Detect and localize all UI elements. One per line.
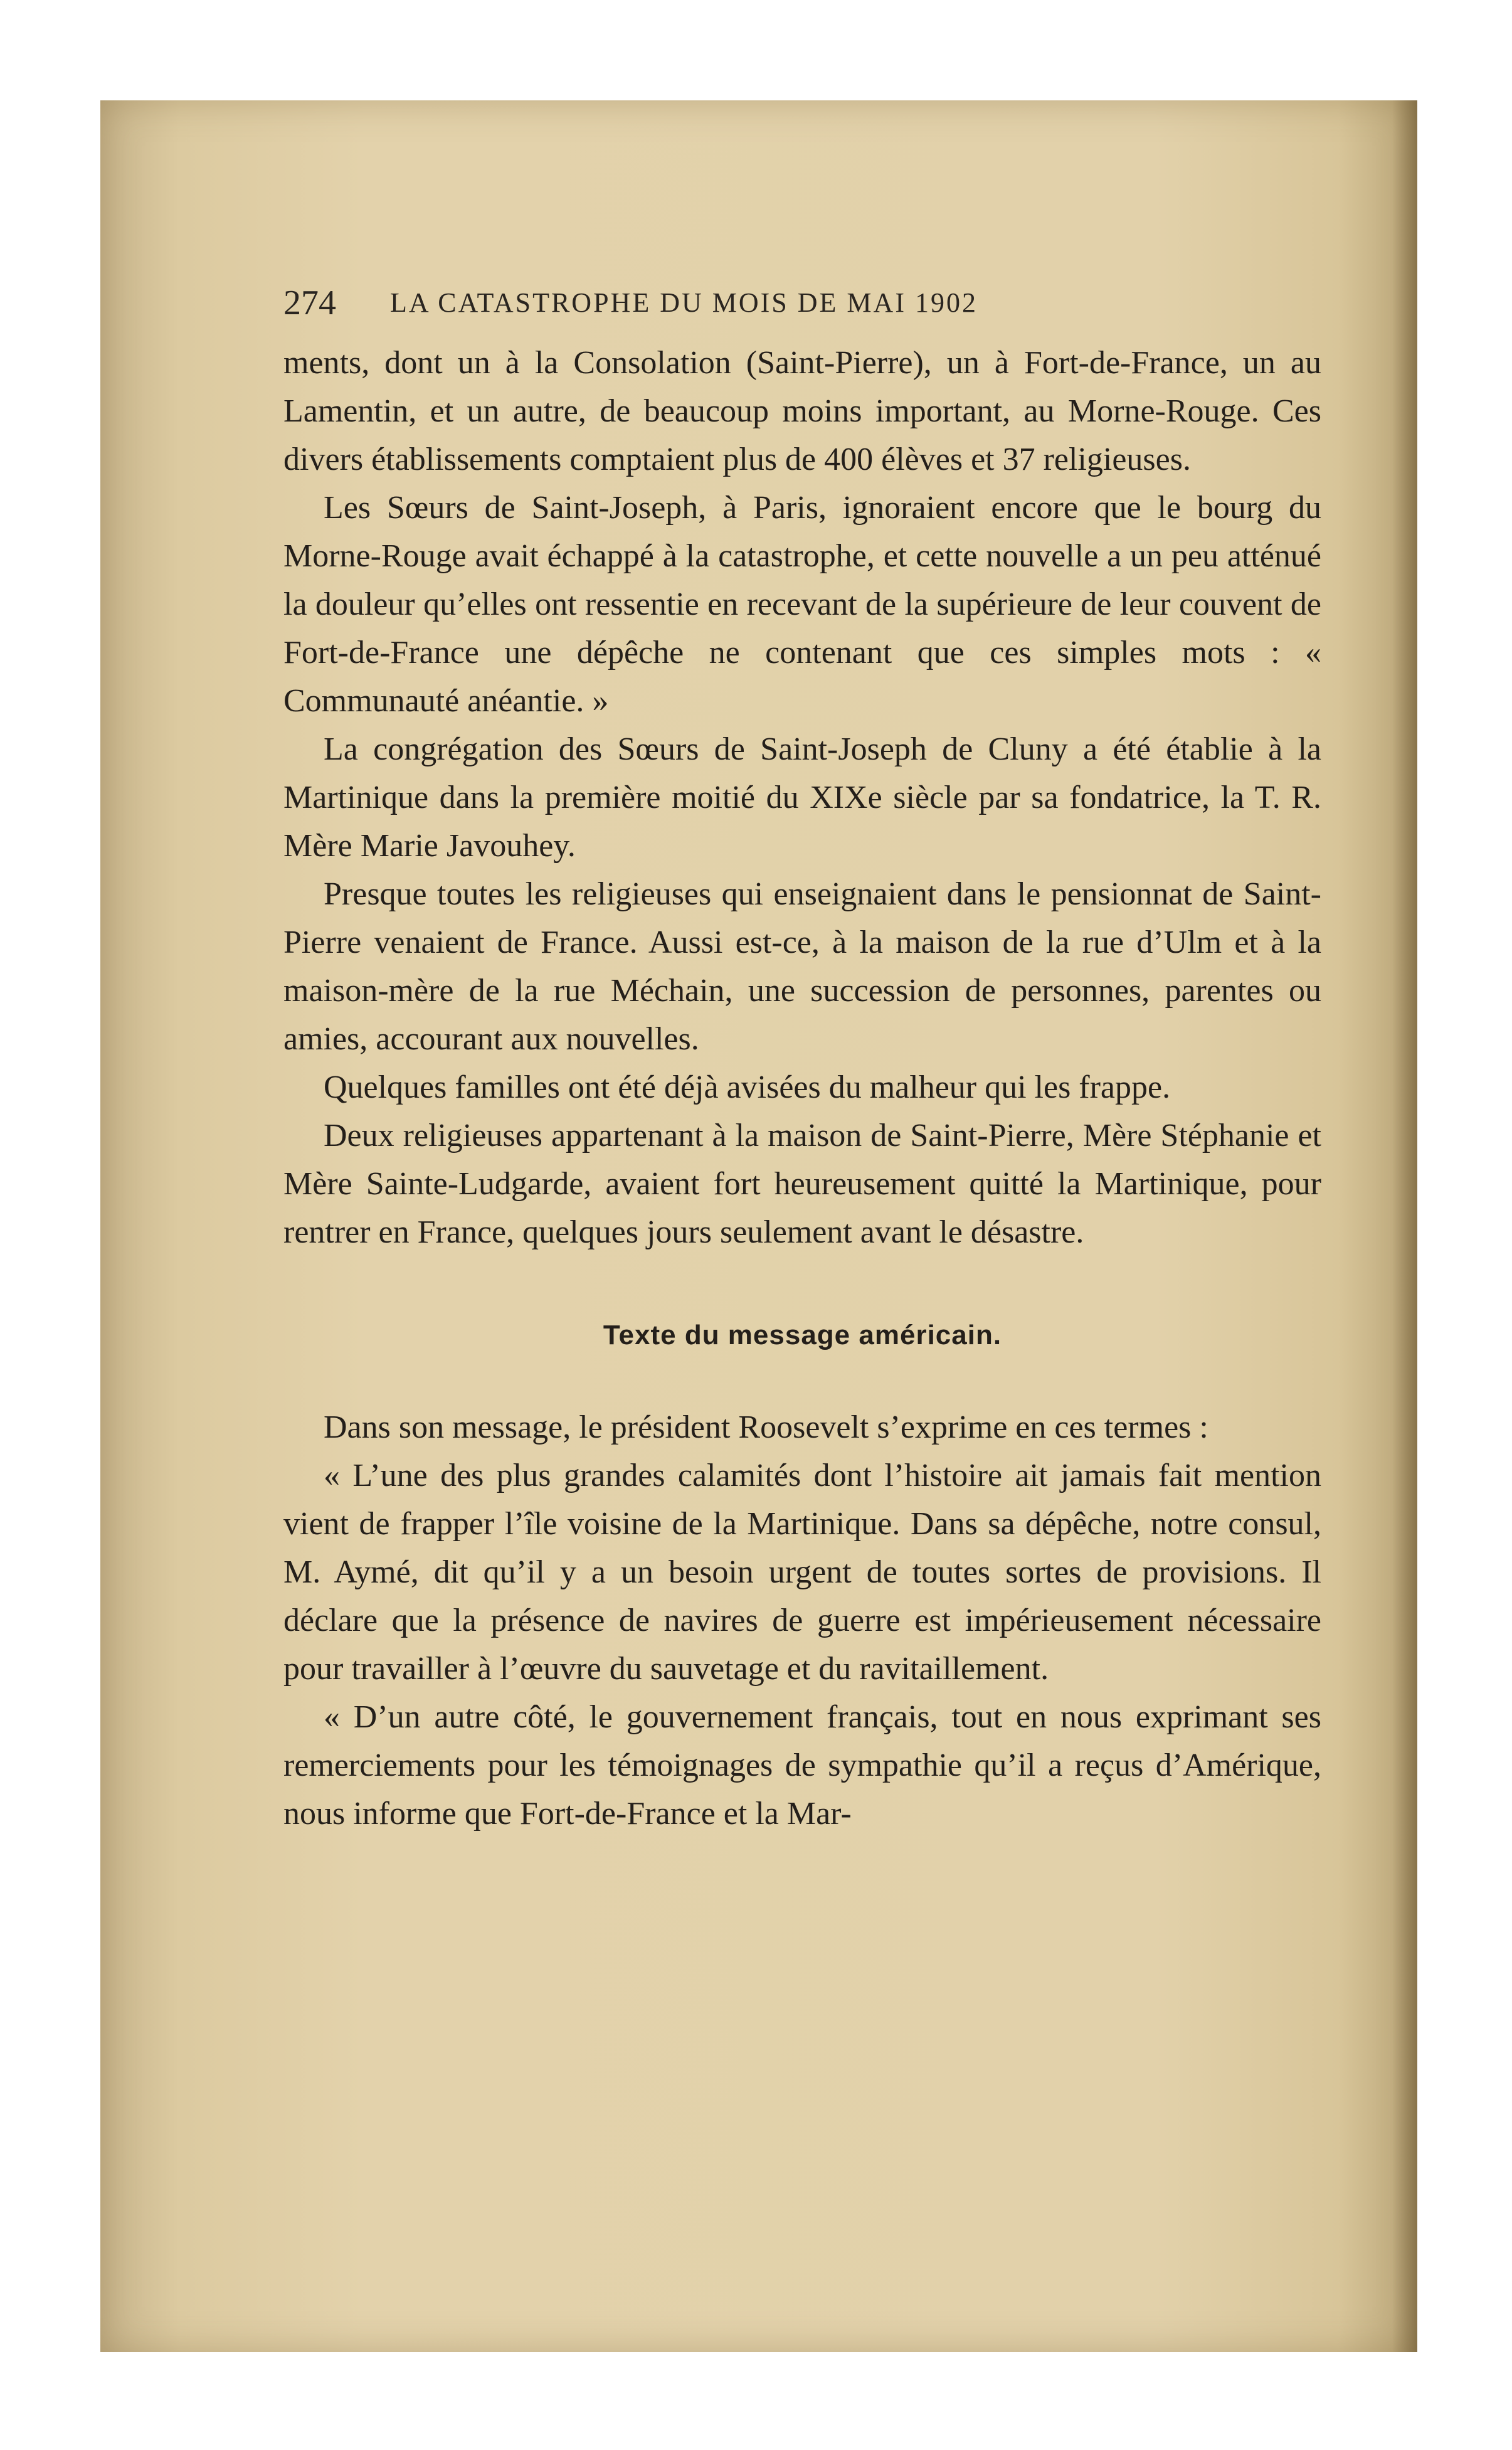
paragraph: « D’un autre côté, le gouvernement français, tout en nous exprimant ses remerciements pour les témoignages de sympathie qu’il a reçus d’Amérique, nous informe que Fort-de-France et la Mar- [283, 1699, 1321, 1832]
page-header [283, 275, 1412, 331]
paragraph: ments, dont un à la Consolation (Saint-Pierre), un à Fort-de-France, un au Lamentin, et un autre, de beaucoup moins important, au Morne-Rouge. Ces divers établissements comptaient plus de 400 élèves et 37 religieuses. [283, 345, 1321, 477]
paragraph: Quelques familles ont été déjà avisées du malheur qui les frappe. [324, 1069, 1171, 1105]
body-text [283, 339, 1321, 1838]
paragraph: Deux religieuses appartenant à la maison de Saint-Pierre, Mère Stéphanie et Mère Sainte-Ludgarde, avaient fort heureusement quitté la Martinique, pour rentrer en France, quelques jours seulement avant le désastre. [283, 1118, 1321, 1250]
page-number: 274 [283, 284, 336, 322]
page-gutter-shadow [1392, 100, 1417, 2352]
book-page [100, 100, 1417, 2352]
section-heading: Texte du message américain. [603, 1320, 1002, 1350]
paragraph: Presque toutes les religieuses qui enseignaient dans le pensionnat de Saint-Pierre venaient de France. Aussi est-ce, à la maison de la rue d’Ulm et à la maison-mère de la rue Méchain, une succession de personnes, parentes ou amies, accourant aux nouvelles. [283, 876, 1321, 1057]
running-title: LA CATASTROPHE DU MOIS DE MAI 1902 [390, 287, 978, 318]
paragraph: Les Sœurs de Saint-Joseph, à Paris, ignoraient encore que le bourg du Morne-Rouge avait échappé à la catastrophe, et cette nouvelle a un peu atténué la douleur qu’elles ont ressentie en recevant de la supérieure de leur couvent de Fort-de-France une dépêche ne contenant que ces simples mots : « Communauté anéantie. » [283, 490, 1321, 719]
paragraph: « L’une des plus grandes calamités dont l’histoire ait jamais fait mention vient de frapper l’île voisine de la Martinique. Dans sa dépêche, notre consul, M. Aymé, dit qu’il y a un besoin urgent de toutes sortes de provisions. Il déclare que la présence de navires de guerre est impérieusement nécessaire pour travailler à l’œuvre du sauvetage et du ravitaillement. [283, 1458, 1321, 1687]
paragraph: Dans son message, le président Roosevelt s’exprime en ces termes : [324, 1409, 1208, 1445]
paragraph: La congrégation des Sœurs de Saint-Joseph de Cluny a été établie à la Martinique dans la première moitié du XIXe siècle par sa fondatrice, la T. R. Mère Marie Javouhey. [283, 731, 1321, 864]
